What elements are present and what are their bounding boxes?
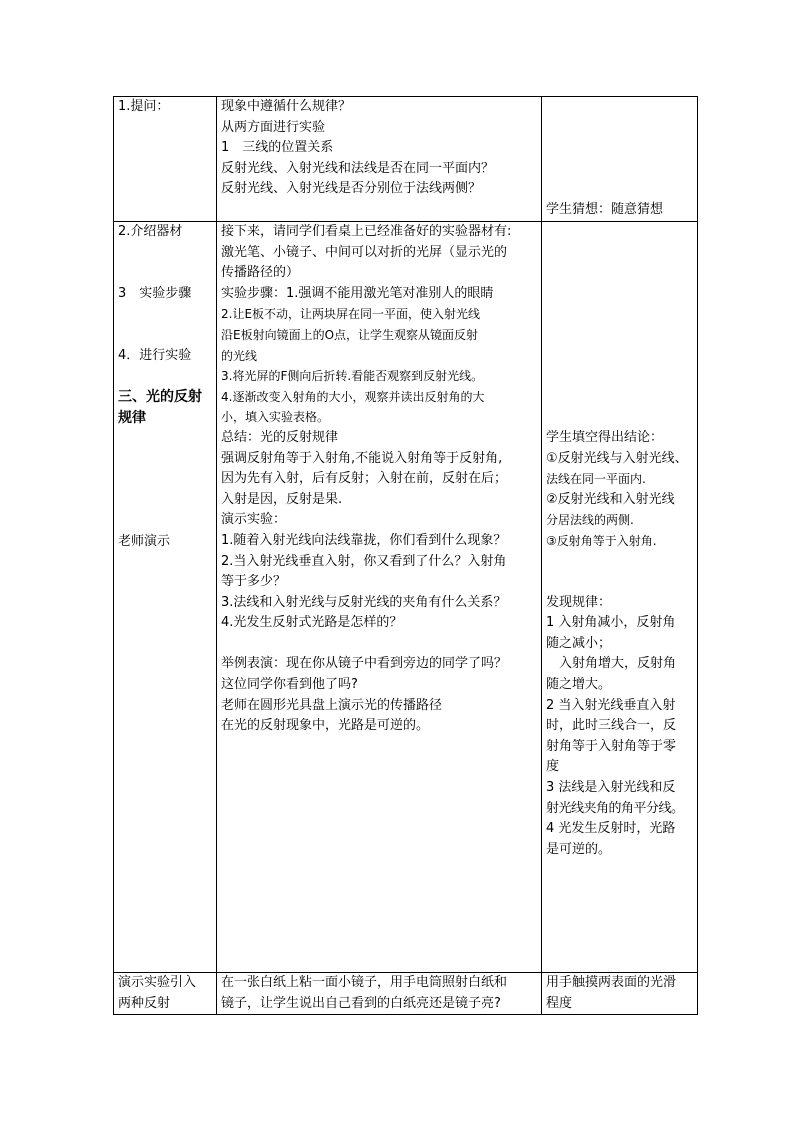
- lesson-plan-table: [113, 96, 698, 1015]
- text-line: 演示实验：: [221, 512, 287, 528]
- row2-middle-cell: [217, 222, 542, 973]
- text-line: 用手触摸两表面的光滑: [546, 975, 677, 990]
- row1-left-cell: [114, 97, 217, 222]
- text-line: 2.当入射光线垂直入射，你又看到了什么？入射角: [221, 553, 507, 569]
- rule-line: 2 当入射光线垂直入射: [546, 697, 676, 713]
- text-line: 1.随着入射光线向法线靠拢，你们看到什么现象？: [221, 532, 507, 548]
- text-line: 传播路径的）: [221, 265, 300, 281]
- student-guess: 学生猜想：随意猜想: [546, 202, 664, 218]
- text-line: 3.将光屏的F侧向后折转.看能否观察到反射光线。: [221, 369, 484, 384]
- table-row: [114, 97, 698, 222]
- rule-line: 3 法线是入射光线和反: [546, 779, 676, 795]
- text-line: 镜子，让学生说出自己看到的白纸亮还是镜子亮?: [221, 995, 501, 1011]
- conclusion-line: 学生填空得出结论：: [546, 430, 664, 445]
- row1-middle-cell: [217, 97, 542, 222]
- rule-line: 射光线夹角的角平分线。: [546, 800, 684, 816]
- text-line: 反射光线、入射光线和法线是否在同一平面内？: [221, 160, 495, 176]
- text-line: 3.法线和入射光线与反射光线的夹角有什么关系？: [221, 594, 507, 610]
- row2-left-cell: [114, 222, 217, 973]
- text-line: 4.光发生反射式光路是怎样的？: [221, 615, 403, 631]
- row3-right-cell: [542, 973, 698, 1015]
- teacher-demo-label: 老师演示: [118, 534, 171, 549]
- text-line: 实验步骤：1.强调不能用激光笔对准别人的眼睛: [221, 285, 494, 301]
- rule-line: 射角等于入射角等于零: [546, 738, 677, 754]
- text-line: 老师在圆形光具盘上演示光的传播路径: [221, 697, 443, 713]
- spacer: [546, 222, 693, 428]
- text-line: 总结：光的反射规律: [221, 429, 339, 445]
- conclusion-line: 法线在同一平面内.: [546, 472, 646, 487]
- rule-line: 随之减小；: [546, 635, 612, 651]
- rule-line: 时，此时三线合一，反: [546, 718, 677, 734]
- blank-line: [221, 634, 537, 655]
- text-line: 这位同学你看到他了吗?: [221, 677, 358, 693]
- row2-right-cell: [542, 222, 698, 973]
- demo-intro-label: 演示实验引入: [118, 975, 197, 990]
- row1-right-cell: [542, 97, 698, 222]
- text-line: 接下来，请同学们看桌上已经准备好的实验器材有:: [221, 224, 512, 239]
- conclusion-line: ②反射光线和入射光线: [546, 491, 675, 507]
- text-line: 从两方面进行实验: [221, 119, 326, 135]
- section-heading-cont: 规律: [118, 410, 146, 426]
- text-line: 程度: [546, 995, 573, 1011]
- rule-line: 发现规律：: [546, 594, 612, 610]
- text-line: 1 三线的位置关系: [221, 140, 334, 156]
- text-line: 等于多少？: [221, 574, 287, 590]
- text-line: 激光笔、小镜子、中间可以对折的光屏（显示光的: [221, 244, 508, 260]
- row3-middle-cell: [217, 973, 542, 1015]
- conclusion-line: ③反射角等于入射角.: [546, 533, 657, 548]
- text-line: 入射是因，反射是果.: [221, 491, 343, 507]
- steps-label: 3 实验步骤: [118, 286, 192, 301]
- rule-line: 4 光发生反射时，光路: [546, 821, 676, 837]
- demo-intro-label: 两种反射: [118, 995, 171, 1011]
- table-row: [114, 222, 698, 973]
- text-line: 反射光线、入射光线是否分别位于法线两侧？: [221, 181, 482, 197]
- text-line: 在光的反射现象中，光路是可逆的。: [221, 718, 430, 734]
- text-line: 4.逐渐改变入射角的大小，观察并读出反射角的大: [221, 389, 485, 404]
- conduct-label: 4．进行实验: [118, 348, 192, 363]
- rule-line: 1 入射角减小，反射角: [546, 615, 676, 631]
- text-line: 的光线: [221, 348, 258, 363]
- table-row: [114, 973, 698, 1015]
- text-line: 强调反射角等于入射角,不能说入射角等于反射角,: [221, 450, 503, 466]
- rule-line: 随之增大。: [546, 676, 612, 692]
- rule-line: 入射角增大，反射角: [546, 656, 677, 672]
- question-label: 1.提问：: [118, 99, 170, 114]
- equipment-label: 2.介绍器材: [118, 224, 183, 239]
- text-line: 在一张白纸上粘一面小镜子，用手电筒照射白纸和: [221, 975, 508, 990]
- conclusion-line: ①反射光线与入射光线、: [546, 450, 688, 466]
- text-line: 小，填入实验表格。: [221, 410, 330, 425]
- row3-left-cell: [114, 973, 217, 1015]
- text-line: 现象中遵循什么规律？: [221, 99, 352, 114]
- conclusion-line: 分居法线的两侧.: [546, 513, 634, 528]
- text-line: 因为先有入射，后有反射；入射在前，反射在后；: [221, 471, 508, 487]
- spacer: [546, 552, 693, 593]
- rule-line: 是可逆的。: [546, 841, 612, 857]
- section-heading: 三、光的反射: [118, 389, 202, 405]
- text-line: 2.让E板不动，让两块屏在同一平面，使入射光线: [221, 307, 481, 322]
- text-line: 举例表演：现在你从镜子中看到旁边的同学了吗？: [221, 656, 508, 672]
- text-line: 沿E板射向镜面上的O点，让学生观察从镜面反射: [221, 327, 479, 342]
- rule-line: 度: [546, 759, 560, 775]
